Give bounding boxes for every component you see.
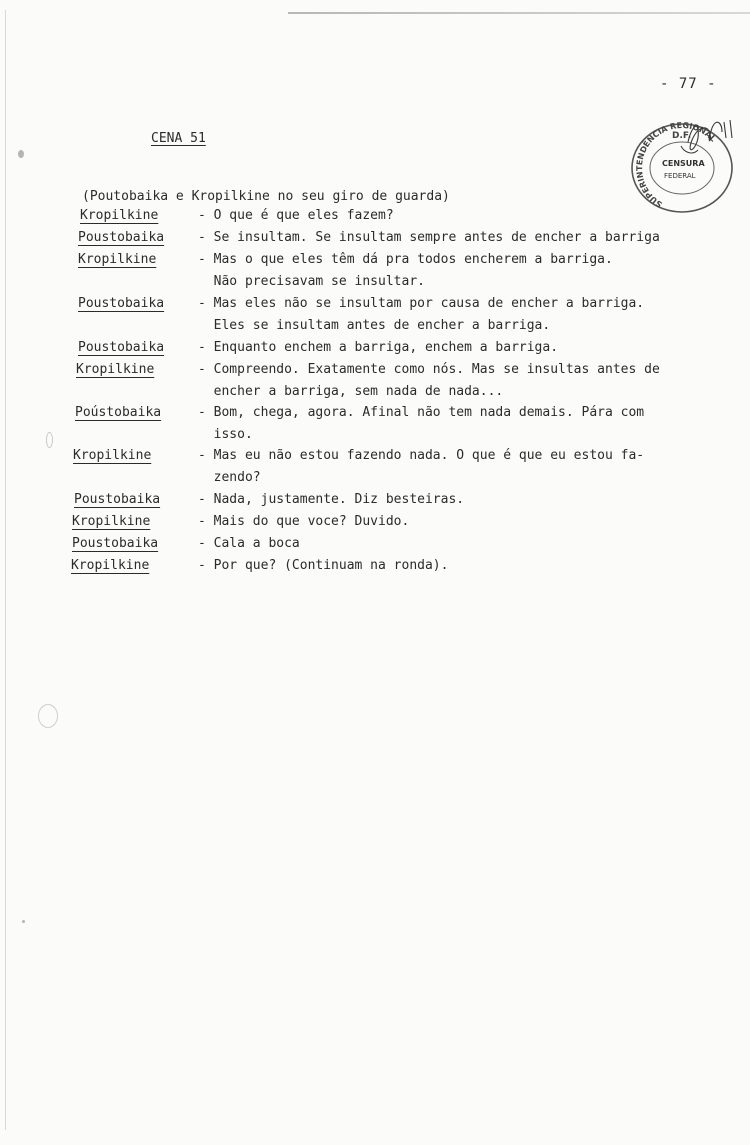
- left-margin-rule: [5, 10, 6, 1130]
- dialogue-line: - Mais do que voce? Duvido.: [198, 514, 410, 529]
- speaker-name: Poústobaika: [75, 405, 162, 420]
- speaker-name: Poustobaika: [72, 536, 159, 551]
- speaker-name: Poustobaika: [78, 296, 165, 311]
- speaker-name: Poustobaika: [74, 492, 161, 507]
- speaker-name: Kropilkine: [76, 362, 155, 377]
- dialogue-line: Eles se insultam antes de encher a barriga.: [198, 318, 551, 333]
- speaker-name: Kropilkine: [73, 448, 152, 463]
- censorship-stamp: [626, 116, 738, 220]
- stamp-ring-text: SUPERINTENDÊNCIA REGIONAL: [635, 120, 718, 210]
- dialogue-line: isso.: [198, 427, 253, 442]
- stage-direction: (Poutobaika e Kropilkine no seu giro de guarda): [82, 189, 450, 204]
- dialogue-line: - Se insultam. Se insultam sempre antes de encher a barriga: [198, 230, 660, 245]
- speaker-name: Kropilkine: [72, 514, 151, 529]
- top-edge-rule: [288, 12, 750, 14]
- stamp-center-line1: CENSURA: [662, 159, 705, 168]
- speaker-name: Kropilkine: [71, 558, 150, 573]
- scan-speck: [46, 432, 53, 448]
- dialogue-line: - Bom, chega, agora. Afinal não tem nada demais. Pára com: [198, 405, 645, 420]
- dialogue-line: - O que é que eles fazem?: [198, 208, 394, 223]
- speaker-name: Kropilkine: [80, 208, 159, 223]
- stamp-center-line2: FEDERAL: [664, 172, 696, 180]
- scene-title: CENA 51: [151, 131, 206, 146]
- page-number: - 77 -: [660, 76, 717, 92]
- dialogue-line: - Por que? (Continuam na ronda).: [198, 558, 449, 573]
- speaker-name: Poustobaika: [78, 230, 165, 245]
- dialogue-line: - Nada, justamente. Diz besteiras.: [198, 492, 465, 507]
- speaker-name: Poustobaika: [78, 340, 165, 355]
- dialogue-line: - Mas eles não se insultam por causa de encher a barriga.: [198, 296, 645, 311]
- scan-speck: [38, 704, 58, 728]
- scan-speck: [18, 150, 24, 158]
- scan-speck: [22, 920, 25, 923]
- speaker-name: Kropilkine: [78, 252, 157, 267]
- dialogue-line: - Cala a boca: [198, 536, 300, 551]
- stamp-top-text: D.F.: [672, 131, 692, 141]
- dialogue-line: - Compreendo. Exatamente como nós. Mas se insultas antes de: [198, 362, 660, 377]
- dialogue-line: - Enquanto enchem a barriga, enchem a barriga.: [198, 340, 559, 355]
- dialogue-line: - Mas o que eles têm dá pra todos encherem a barriga.: [198, 252, 613, 267]
- dialogue-line: Não precisavam se insultar.: [198, 274, 425, 289]
- dialogue-line: encher a barriga, sem nada de nada...: [198, 384, 504, 399]
- dialogue-line: zendo?: [198, 470, 261, 485]
- dialogue-line: - Mas eu não estou fazendo nada. O que é que eu estou fa-: [198, 448, 645, 463]
